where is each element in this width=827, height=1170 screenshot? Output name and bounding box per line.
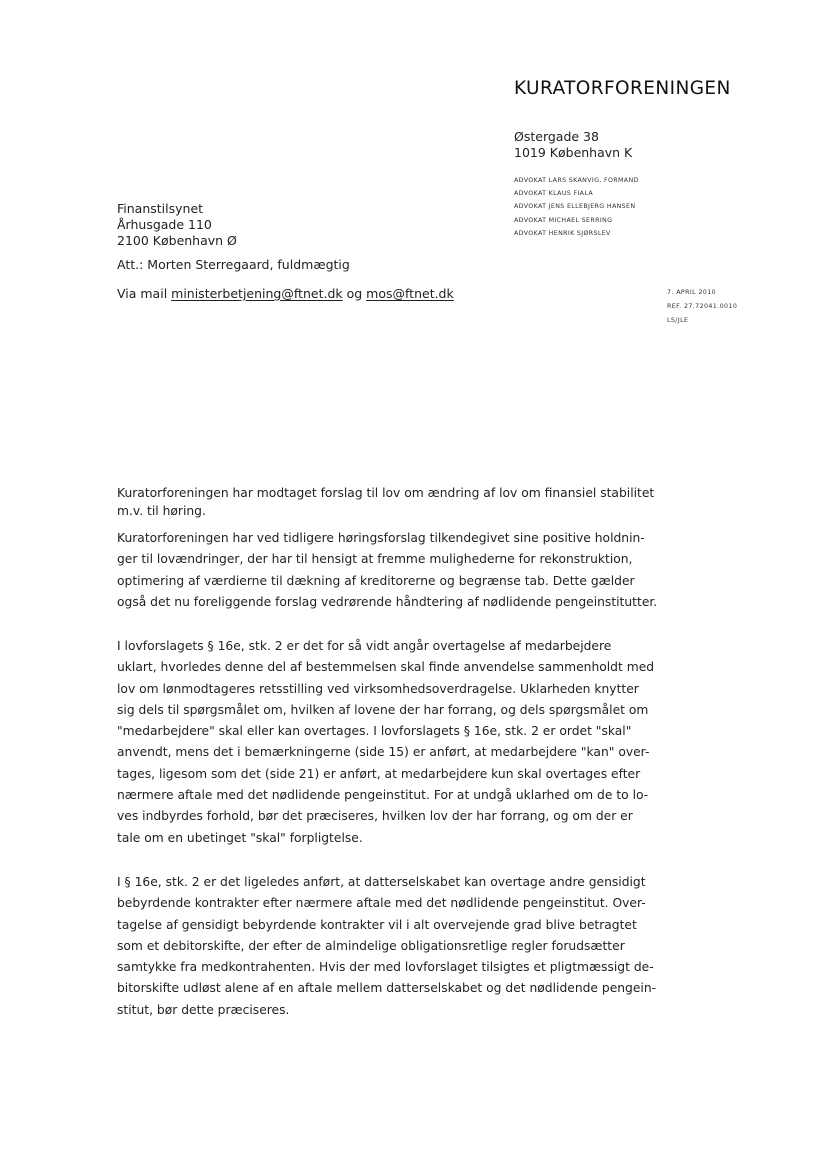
text-line: samtykke fra medkontrahenten. Hvis der med lovforslaget tilsigtes et pligtmæssigt de- bbox=[117, 960, 654, 975]
lawyer-name: ADVOKAT HENRIK SJØRSLEV bbox=[514, 229, 611, 237]
email-link-ministerbetjening[interactable]: ministerbetjening@ftnet.dk bbox=[171, 286, 343, 301]
text-line: ger til lovændringer, der har til hensigt at fremme mulighederne for rekonstruktion, bbox=[117, 552, 633, 567]
attention-line: Att.: Morten Sterregaard, fuldmægtig bbox=[117, 257, 350, 272]
recipient-city: 2100 København Ø bbox=[117, 233, 237, 248]
text-line: nærmere aftale med det nødlidende pengeinstitut. For at undgå uklarhed om de to lo- bbox=[117, 788, 649, 803]
text-line: "medarbejdere" skal eller kan overtages. I lovforslagets § 16e, stk. 2 er ordet "skal" bbox=[117, 724, 632, 739]
organization-name: KURATORFORENINGEN bbox=[514, 78, 731, 99]
text-line: tale om en ubetinget "skal" forpligtelse. bbox=[117, 830, 363, 845]
text-line: også det nu foreliggende forslag vedrørende håndtering af nødlidende pengeinstitutter. bbox=[117, 594, 658, 609]
letter-date: 7. APRIL 2010 bbox=[667, 289, 717, 296]
text-line: bitorskifte udløst alene af en aftale mellem datterselskabet og det nødlidende pengein- bbox=[117, 981, 657, 996]
text-line: I lovforslagets § 16e, stk. 2 er det for så vidt angår overtagelse af medarbejdere bbox=[117, 639, 612, 653]
recipient-name: Finanstilsynet bbox=[117, 201, 204, 216]
lawyer-name: ADVOKAT MICHAEL SERRING bbox=[514, 216, 613, 224]
text-line: tagelse af gensidigt bebyrdende kontrakter vil i alt overvejende grad blive betragtet bbox=[117, 917, 637, 932]
paragraph-3 bbox=[117, 636, 655, 849]
organization-address bbox=[514, 129, 632, 161]
text-line: ves indbyrdes forhold, bør det præciseres, hvilken lov der har forrang, og om der er bbox=[117, 809, 633, 824]
via-and: og bbox=[342, 286, 367, 301]
text-line: som et debitorskifte, der efter de almindelige obligationsretlige regler forudsætter bbox=[117, 938, 625, 953]
via-prefix: Via mail bbox=[117, 286, 172, 301]
text-line: bebyrdende kontrakter efter nærmere aftale med det nødlidende pengeinstitut. Over- bbox=[117, 896, 646, 911]
lawyer-list bbox=[514, 174, 639, 240]
recipient-address bbox=[117, 201, 237, 249]
letter-reference: REF. 27.72041.0010 bbox=[667, 303, 738, 310]
text-line: Kuratorforeningen har modtaget forslag til lov om ændring af lov om finansiel stabilitet bbox=[117, 486, 655, 500]
text-line: tages, ligesom som det (side 21) er anført, at medarbejdere kun skal overtages efter bbox=[117, 766, 641, 781]
text-line: m.v. til høring. bbox=[117, 503, 206, 518]
lawyer-name: ADVOKAT JENS ELLEBJERG HANSEN bbox=[514, 203, 636, 211]
letter-initials: LS/JLE bbox=[667, 317, 689, 324]
letter-meta bbox=[667, 286, 737, 328]
paragraph-2 bbox=[117, 528, 658, 613]
text-line: uklart, hvorledes denne del af bestemmelsen skal finde anvendelse sammenholdt med bbox=[117, 660, 655, 675]
via-mail-line bbox=[117, 286, 454, 301]
email-link-mos[interactable]: mos@ftnet.dk bbox=[366, 286, 454, 301]
address-city: 1019 København K bbox=[514, 145, 633, 160]
paragraph-1 bbox=[117, 485, 655, 520]
text-line: Kuratorforeningen har ved tidligere høringsforslag tilkendegivet sine positive holdnin- bbox=[117, 531, 645, 545]
text-line: optimering af værdierne til dækning af kreditorerne og begrænse tab. Dette gælder bbox=[117, 573, 635, 588]
text-line: sig dels til spørgsmålet om, hvilken af lovene der har forrang, og dels spørgsmålet om bbox=[117, 702, 649, 717]
address-street: Østergade 38 bbox=[514, 129, 599, 144]
text-line: anvendt, mens det i bemærkningerne (side 15) er anført, at medarbejdere "kan" over- bbox=[117, 745, 650, 760]
text-line: stitut, bør dette præciseres. bbox=[117, 1002, 290, 1017]
text-line: I § 16e, stk. 2 er det ligeledes anført, at datterselskabet kan overtage andre gensidigt bbox=[117, 875, 646, 889]
lawyer-name: ADVOKAT LARS SKANVIG, FORMAND bbox=[514, 177, 639, 184]
text-line: lov om lønmodtageres retsstilling ved virksomhedsoverdragelse. Uklarheden knytter bbox=[117, 681, 639, 696]
lawyer-name: ADVOKAT KLAUS FIALA bbox=[514, 190, 593, 198]
recipient-street: Århusgade 110 bbox=[117, 217, 212, 232]
paragraph-4 bbox=[117, 872, 657, 1021]
